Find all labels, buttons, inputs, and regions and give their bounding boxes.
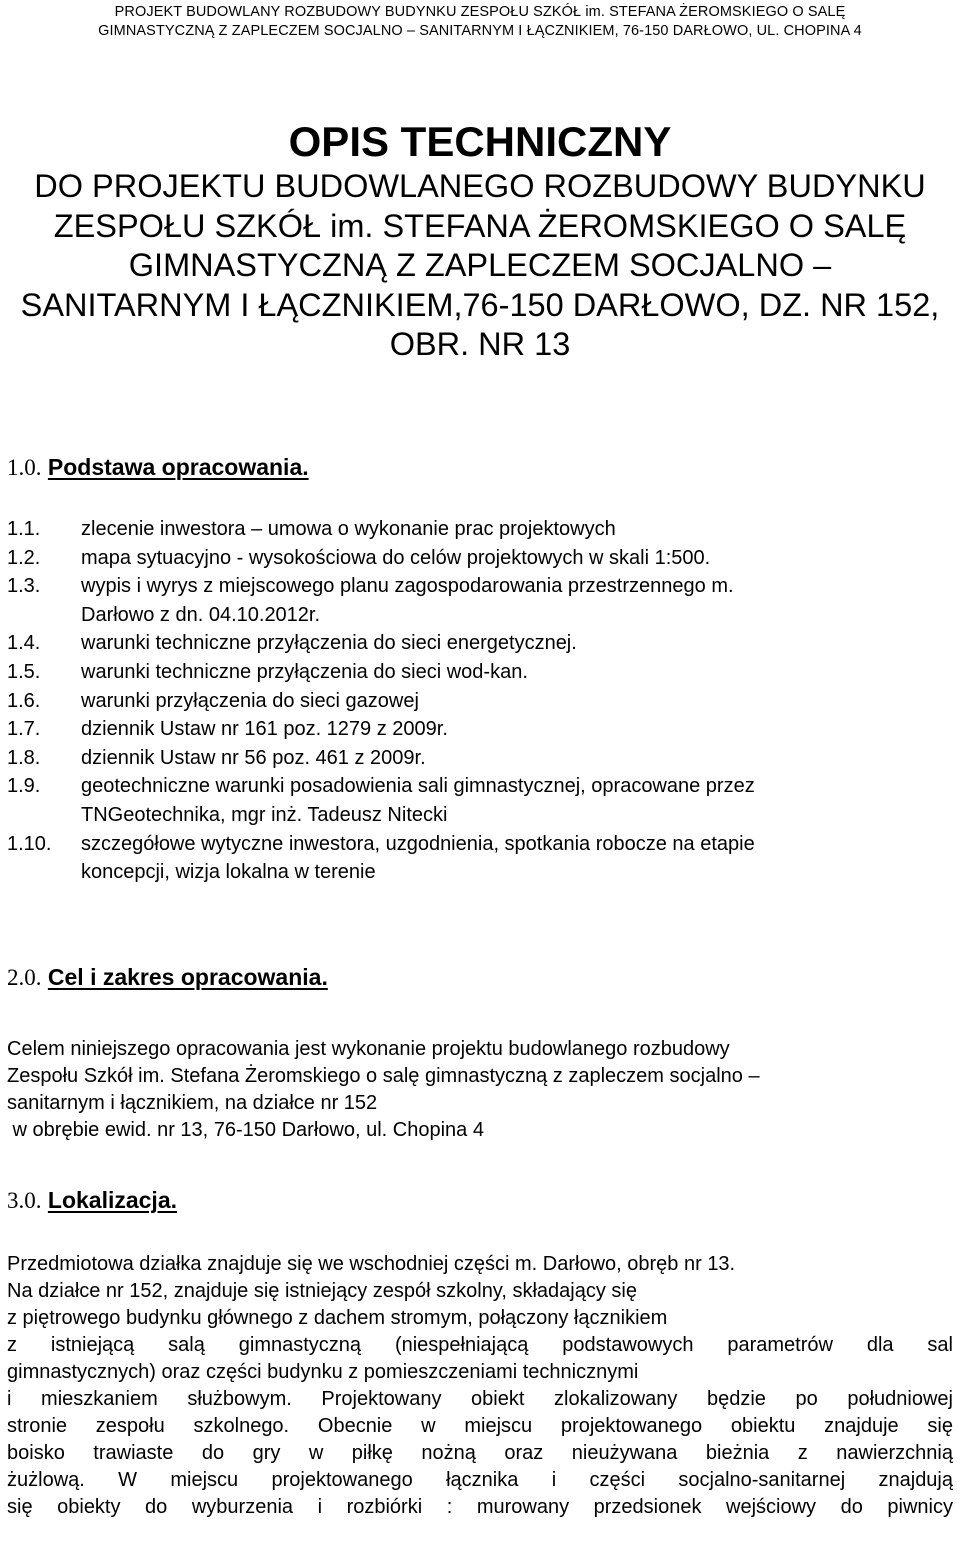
paragraph-line: Celem niniejszego opracowania jest wykonanie projektu budowlanego rozbudowy xyxy=(7,1038,730,1060)
section-title: Lokalizacja. xyxy=(47,1187,178,1213)
section-title: Cel i zakres opracowania. xyxy=(47,964,328,990)
section-number: 3.0. xyxy=(7,1188,42,1213)
list-item xyxy=(7,687,952,716)
list-item-text: zlecenie inwestora – umowa o wykonanie prac projektowych xyxy=(81,518,616,540)
list-item-text: dziennik Ustaw nr 161 poz. 1279 z 2009r. xyxy=(81,718,448,741)
list-item-text: warunki techniczne przyłączenia do sieci wod-kan. xyxy=(81,660,528,683)
section-1-heading xyxy=(7,453,309,482)
list-item xyxy=(7,658,952,687)
paragraph-line: z piętrowego budynku głównego z dachem stromym, połączony łącznikiem xyxy=(7,1307,668,1329)
list-item xyxy=(7,744,952,773)
title-line: OBR. NR 13 xyxy=(389,326,571,362)
list-item-number: 1.8. xyxy=(7,746,41,769)
list-item xyxy=(7,772,952,829)
title-line: SANITARNYM I ŁĄCZNIKIEM,76-150 DARŁOWO, DZ. NR 152, xyxy=(20,286,940,323)
paragraph-line: i mieszkaniem służbowym. Projektowany obiekt zlokalizowany będzie po południowej xyxy=(7,1388,953,1410)
list-item-number: 1.9. xyxy=(7,775,41,798)
list-item-text: dziennik Ustaw nr 56 poz. 461 z 2009r. xyxy=(81,746,426,769)
section-3-paragraph xyxy=(7,1251,953,1521)
paragraph-line: się obiekty do wyburzenia i rozbiórki : murowany przedsionek wejściowy do piwnicy xyxy=(7,1496,953,1518)
list-item-number: 1.3. xyxy=(7,575,41,598)
list-item-number: 1.4. xyxy=(7,632,41,655)
list-item-text: wypis i wyrys z miejscowego planu zagospodarowania przestrzennego m. xyxy=(81,575,734,598)
list-item-number: 1.2. xyxy=(7,546,41,569)
document-title xyxy=(0,117,960,365)
running-header xyxy=(0,0,960,47)
list-item-text: Darłowo z dn. 04.10.2012r. xyxy=(81,603,321,626)
list-item xyxy=(7,715,952,744)
title-line: ZESPOŁU SZKÓŁ im. STEFANA ŻEROMSKIEGO O SALĘ xyxy=(53,207,907,244)
paragraph-line: żużlową. W miejscu projektowanego łącznika i części socjalno-sanitarnej znajdują xyxy=(7,1469,953,1491)
running-header-line-2: GIMNASTYCZNĄ Z ZAPLECZEM SOCJALNO – SANITARNYM I ŁĄCZNIKIEM, 76-150 DARŁOWO, UL. CHOPINA 4 xyxy=(98,23,862,39)
list-item xyxy=(7,515,952,544)
list-item-text: szczegółowe wytyczne inwestora, uzgodnienia, spotkania robocze na etapie xyxy=(81,832,755,855)
section-title: Podstawa opracowania. xyxy=(47,454,309,480)
paragraph-line: w obrębie ewid. nr 13, 76-150 Darłowo, ul. Chopina 4 xyxy=(7,1119,484,1141)
references-list xyxy=(7,515,952,887)
section-number: 1.0. xyxy=(7,455,42,480)
section-3-heading xyxy=(7,1186,177,1215)
section-2-heading xyxy=(7,963,328,992)
list-item-number: 1.1. xyxy=(7,518,41,540)
title-line: DO PROJEKTU BUDOWLANEGO ROZBUDOWY BUDYNKU xyxy=(34,168,926,204)
list-item-text: koncepcji, wizja lokalna w terenie xyxy=(81,861,376,884)
title-main: OPIS TECHNICZNY xyxy=(288,118,672,165)
list-item-number: 1.10. xyxy=(7,832,52,855)
list-item xyxy=(7,830,952,887)
paragraph-line: z istniejącą salą gimnastyczną (niespełniającą podstawowych parametrów dla sal xyxy=(7,1334,953,1356)
paragraph-line: Na działce nr 152, znajduje się istniejący zespół szkolny, składający się xyxy=(7,1280,637,1302)
paragraph-line: gimnastycznych) oraz części budynku z pomieszczeniami technicznymi xyxy=(7,1361,639,1383)
paragraph-line: Przedmiotowa działka znajduje się we wschodniej części m. Darłowo, obręb nr 13. xyxy=(7,1253,736,1275)
list-item xyxy=(7,544,952,573)
paragraph-line: sanitarnym i łącznikiem, na działce nr 152 xyxy=(7,1092,378,1114)
running-header-line-1: PROJEKT BUDOWLANY ROZBUDOWY BUDYNKU ZESPOŁU SZKÓŁ im. STEFANA ŻEROMSKIEGO O SALĘ xyxy=(114,4,846,20)
title-line: GIMNASTYCZNĄ Z ZAPLECZEM SOCJALNO – xyxy=(128,247,832,283)
list-item-text: geotechniczne warunki posadowienia sali gimnastycznej, opracowane przez xyxy=(81,775,755,798)
list-item-text: mapa sytuacyjno - wysokościowa do celów projektowych w skali 1:500. xyxy=(81,546,711,569)
list-item-text: warunki techniczne przyłączenia do sieci energetycznej. xyxy=(81,632,577,655)
list-item-text: warunki przyłączenia do sieci gazowej xyxy=(81,689,419,712)
list-item-number: 1.7. xyxy=(7,718,41,741)
list-item xyxy=(7,572,952,629)
list-item xyxy=(7,629,952,658)
list-item-number: 1.5. xyxy=(7,660,41,683)
list-item-number: 1.6. xyxy=(7,689,41,712)
list-item-text: TNGeotechnika, mgr inż. Tadeusz Nitecki xyxy=(81,803,448,826)
paragraph-line: boisko trawiaste do gry w piłkę nożną oraz nieużywana bieżnia z nawierzchnią xyxy=(7,1442,953,1464)
section-number: 2.0. xyxy=(7,965,42,990)
paragraph-line: stronie zespołu szkolnego. Obecnie w miejscu projektowanego obiektu znajduje się xyxy=(7,1415,953,1437)
section-2-paragraph xyxy=(7,1036,953,1144)
paragraph-line: Zespołu Szkół im. Stefana Żeromskiego o salę gimnastyczną z zapleczem socjalno – xyxy=(7,1065,760,1087)
